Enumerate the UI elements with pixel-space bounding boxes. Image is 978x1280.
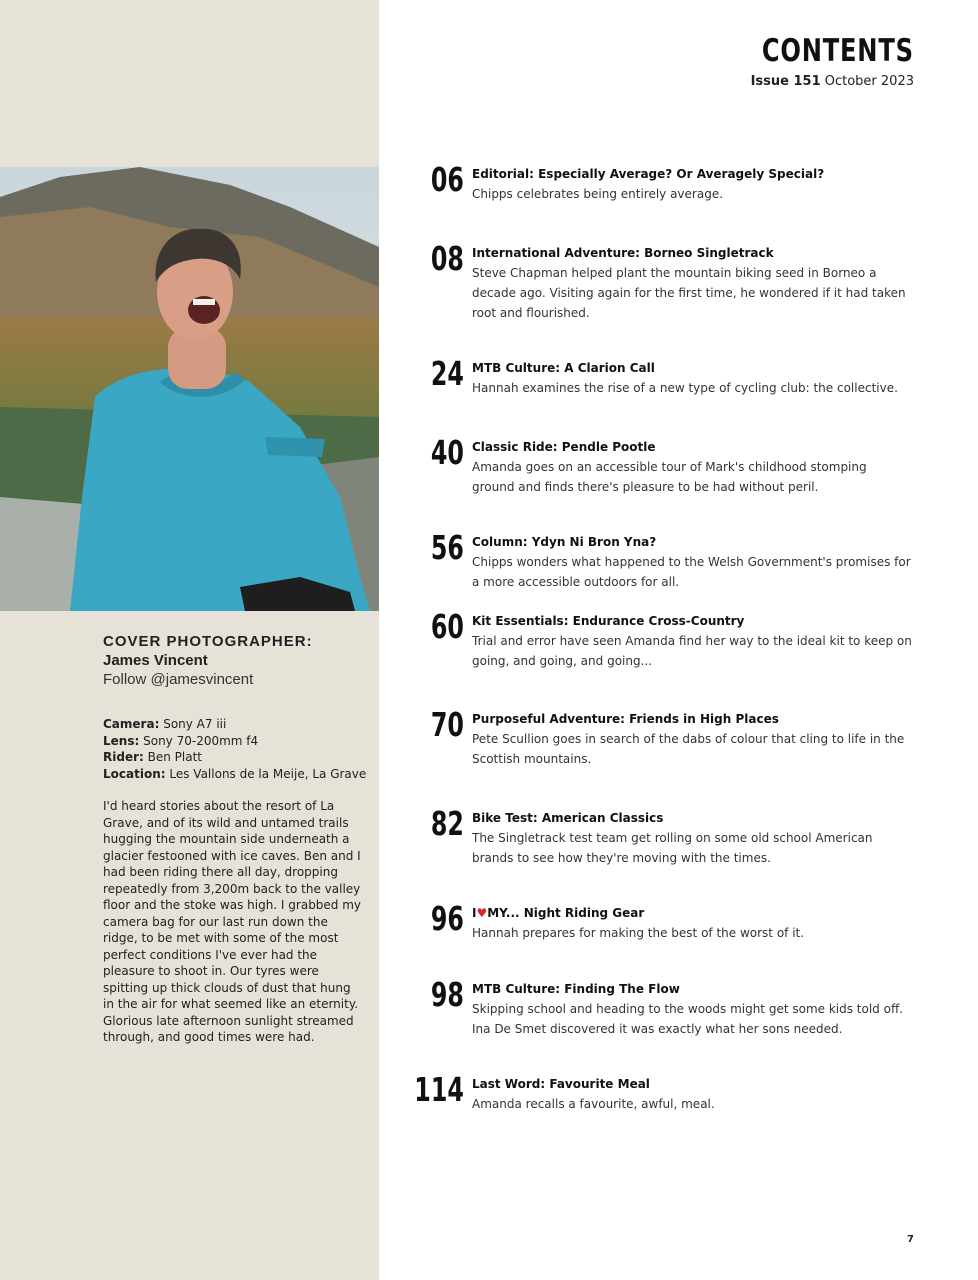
cover-photo — [0, 167, 379, 611]
cover-story: I'd heard stories about the resort of La Grave, and of its wild and untamed trails hugging the mountain side underneath a glacier festooned with ice caves. Ben and I had been riding there all day, dropping repeatedly from 3,200m back to the valley floor and the stoke was high. I grabbed my camera bag for our last run down the ridge, to be met with some of the most perfect conditions I've ever had the pleasure to shoot in. Our tyres were spitting up thick clouds of dust that hung in the air for what seemed like an eternity. Glorious late afternoon sunlight streamed through, and good times were had. — [103, 799, 362, 1044]
entry-title: Editorial: Especially Average? Or Averagely Special? — [472, 167, 825, 181]
spec-camera: Camera: Sony A7 iii — [103, 717, 227, 731]
entry-description: Trial and error have seen Amanda find her way to the ideal kit to keep on going, and going, and going... — [472, 634, 912, 668]
contents-entry-60[interactable] — [408, 607, 918, 671]
entry-title: Kit Essentials: Endurance Cross-Country — [472, 614, 745, 628]
entry-title: International Adventure: Borneo Singletrack — [472, 246, 774, 260]
contents-entry-56[interactable] — [408, 528, 918, 592]
entry-page-number: 70 — [430, 705, 464, 744]
entry-page-number: 114 — [414, 1070, 464, 1109]
contents-entry-06[interactable] — [408, 160, 918, 204]
entry-description: Pete Scullion goes in search of the dabs of colour that cling to life in the Scottish mountains. — [472, 732, 905, 766]
contents-entry-24[interactable] — [408, 354, 918, 398]
photo-specs — [103, 716, 366, 782]
spec-location: Location: Les Vallons de la Meije, La Grave — [103, 766, 367, 781]
title-prefix: I — [472, 906, 477, 920]
entry-description: Chipps wonders what happened to the Welsh Government's promises for a more accessible outdoors for all. — [472, 555, 911, 589]
entry-page-number: 98 — [430, 975, 464, 1014]
entry-description: Hannah prepares for making the best of the worst of it. — [472, 926, 805, 940]
contents-entry-08[interactable] — [408, 239, 918, 323]
entry-page-number: 60 — [430, 607, 464, 646]
entry-description: Skipping school and heading to the woods might get some kids told off. Ina De Smet discovered it was exactly what her sons needed. — [472, 1002, 904, 1036]
entry-title: Purposeful Adventure: Friends in High Places — [472, 712, 779, 726]
spec-lens: Lens: Sony 70-200mm f4 — [103, 733, 259, 748]
entry-page-number: 82 — [430, 804, 464, 843]
entry-description: Chipps celebrates being entirely average. — [472, 187, 724, 201]
entry-description: Amanda goes on an accessible tour of Mark's childhood stomping ground and finds there's pleasure to be had without peril. — [472, 460, 867, 494]
cover-photographer-heading: COVER PHOTOGRAPHER: — [103, 633, 313, 650]
issue-number: Issue 151 — [750, 74, 821, 89]
page-title: CONTENTS — [762, 33, 914, 69]
contents-entry-98[interactable] — [408, 975, 918, 1039]
entry-title: Classic Ride: Pendle Pootle — [472, 440, 656, 454]
page-number: 7 — [907, 1234, 914, 1245]
entry-page-number: 24 — [430, 354, 464, 393]
issue-line — [719, 74, 914, 89]
page-header — [719, 34, 914, 89]
contents-entry-70[interactable] — [408, 705, 918, 769]
entry-title: Last Word: Favourite Meal — [472, 1077, 650, 1091]
entry-title: Bike Test: American Classics — [472, 811, 664, 825]
photographer-follow: Follow @jamesvincent — [103, 671, 254, 688]
entry-description: Hannah examines the rise of a new type of cycling club: the collective. — [472, 381, 898, 395]
contents-entry-40[interactable] — [408, 433, 918, 497]
entry-page-number: 96 — [430, 899, 464, 938]
cover-credit — [103, 633, 363, 688]
issue-date: October 2023 — [824, 74, 914, 89]
entry-page-number: 40 — [430, 433, 464, 472]
entry-description: Steve Chapman helped plant the mountain biking seed in Borneo a decade ago. Visiting again for the first time, he wondered if it had taken root and flourished. — [472, 266, 906, 320]
entry-title: Column: Ydyn Ni Bron Yna? — [472, 535, 657, 549]
entry-description: The Singletrack test team get rolling on some old school American brands to see how they're moving with the times. — [472, 831, 873, 865]
contents-entry-114[interactable] — [408, 1070, 918, 1114]
title-text: MY... Night Riding Gear — [487, 906, 645, 920]
contents-entry-96[interactable] — [408, 899, 918, 943]
photographer-name: James Vincent — [103, 652, 208, 669]
heart-icon: ♥ — [476, 906, 488, 920]
entry-title: MTB Culture: Finding The Flow — [472, 982, 680, 996]
spec-rider: Rider: Ben Platt — [103, 750, 203, 764]
entry-page-number: 06 — [430, 160, 464, 199]
cover-photo-illustration — [0, 167, 379, 611]
contents-entry-82[interactable] — [408, 804, 918, 868]
entry-description: Amanda recalls a favourite, awful, meal. — [472, 1097, 715, 1111]
entry-page-number: 08 — [430, 239, 464, 278]
entry-title: MTB Culture: A Clarion Call — [472, 361, 655, 375]
entry-page-number: 56 — [430, 528, 464, 567]
entry-title — [472, 903, 918, 923]
